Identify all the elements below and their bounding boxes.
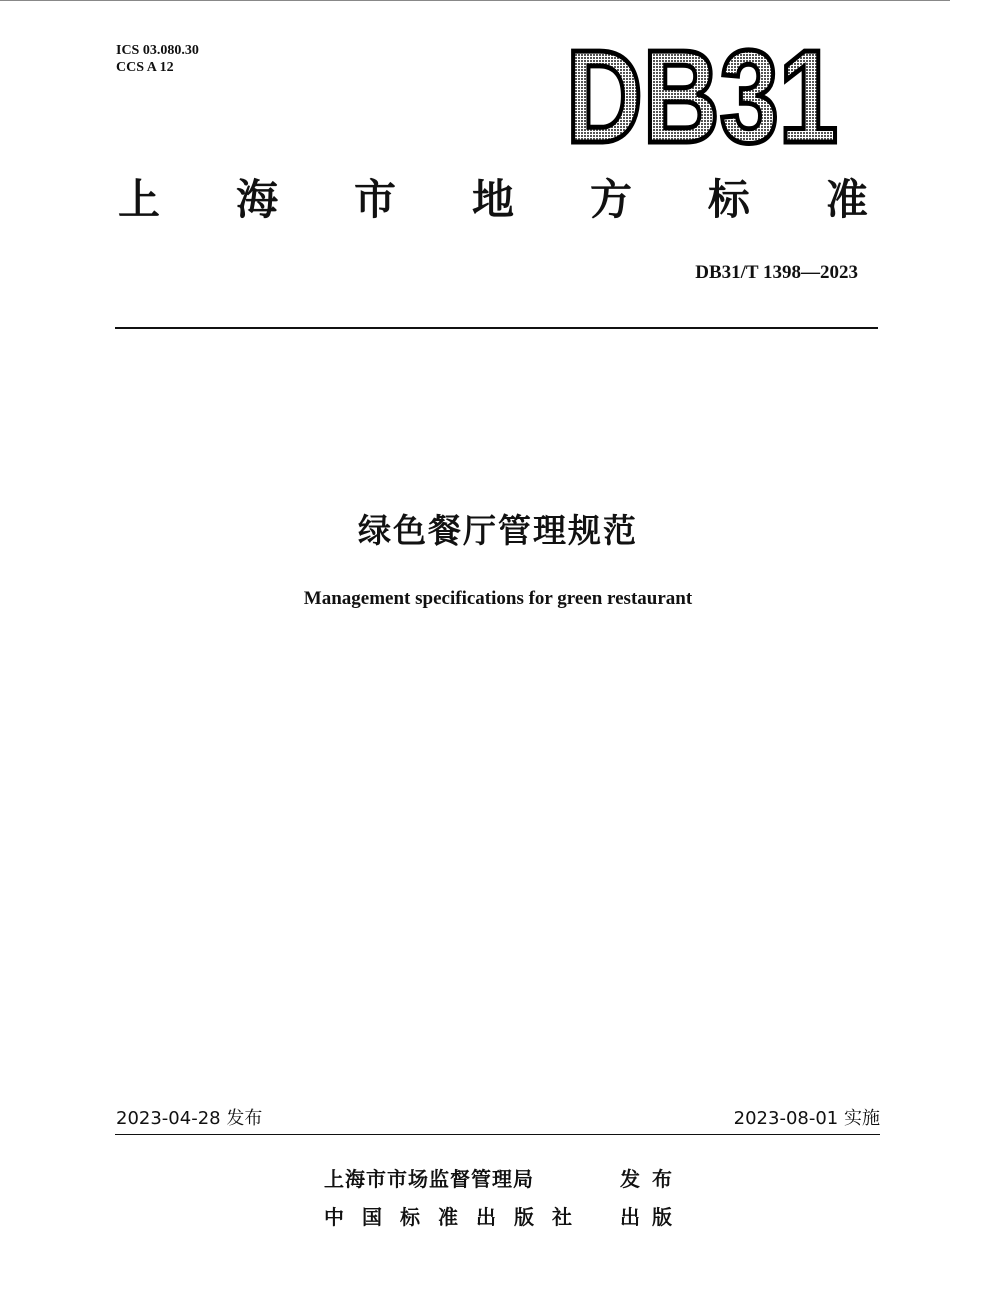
standard-type-heading [118,170,868,230]
standard-type-char: 准 [825,175,868,224]
standard-type-char: 标 [707,175,750,224]
standard-number: DB31/T 1398—2023 [695,262,858,283]
ccs-code: CCS A 12 [116,60,174,75]
standard-type-char: 上 [118,175,161,224]
issuer-role: 发布 [620,1167,684,1191]
svg-text:DB31: DB31 [566,23,838,170]
title-english: Management specifications for green restaurant [303,588,693,609]
standard-type-char: 海 [235,175,278,224]
publisher-row [324,1201,684,1230]
issuer-organization: 上海市市场监督管理局 [324,1167,534,1191]
ics-code: ICS 03.080.30 [116,43,199,58]
implementation-date: 2023-08-01 实施 [733,1108,880,1129]
title-chinese: 绿色餐厅管理规范 [358,511,638,550]
standard-type-char: 方 [589,175,632,224]
header-divider [115,327,878,329]
issuer-row [324,1163,684,1192]
classification-codes [116,42,199,76]
publisher-role: 出版 [620,1205,684,1229]
scan-edge-line [0,0,950,1]
publisher-organization: 中国标准出版社 [324,1205,590,1229]
standard-type-char: 地 [471,175,514,224]
db31-logo [566,23,866,170]
footer-divider [115,1134,880,1135]
standard-type-char: 市 [353,175,396,224]
issue-date: 2023-04-28 发布 [116,1108,263,1129]
